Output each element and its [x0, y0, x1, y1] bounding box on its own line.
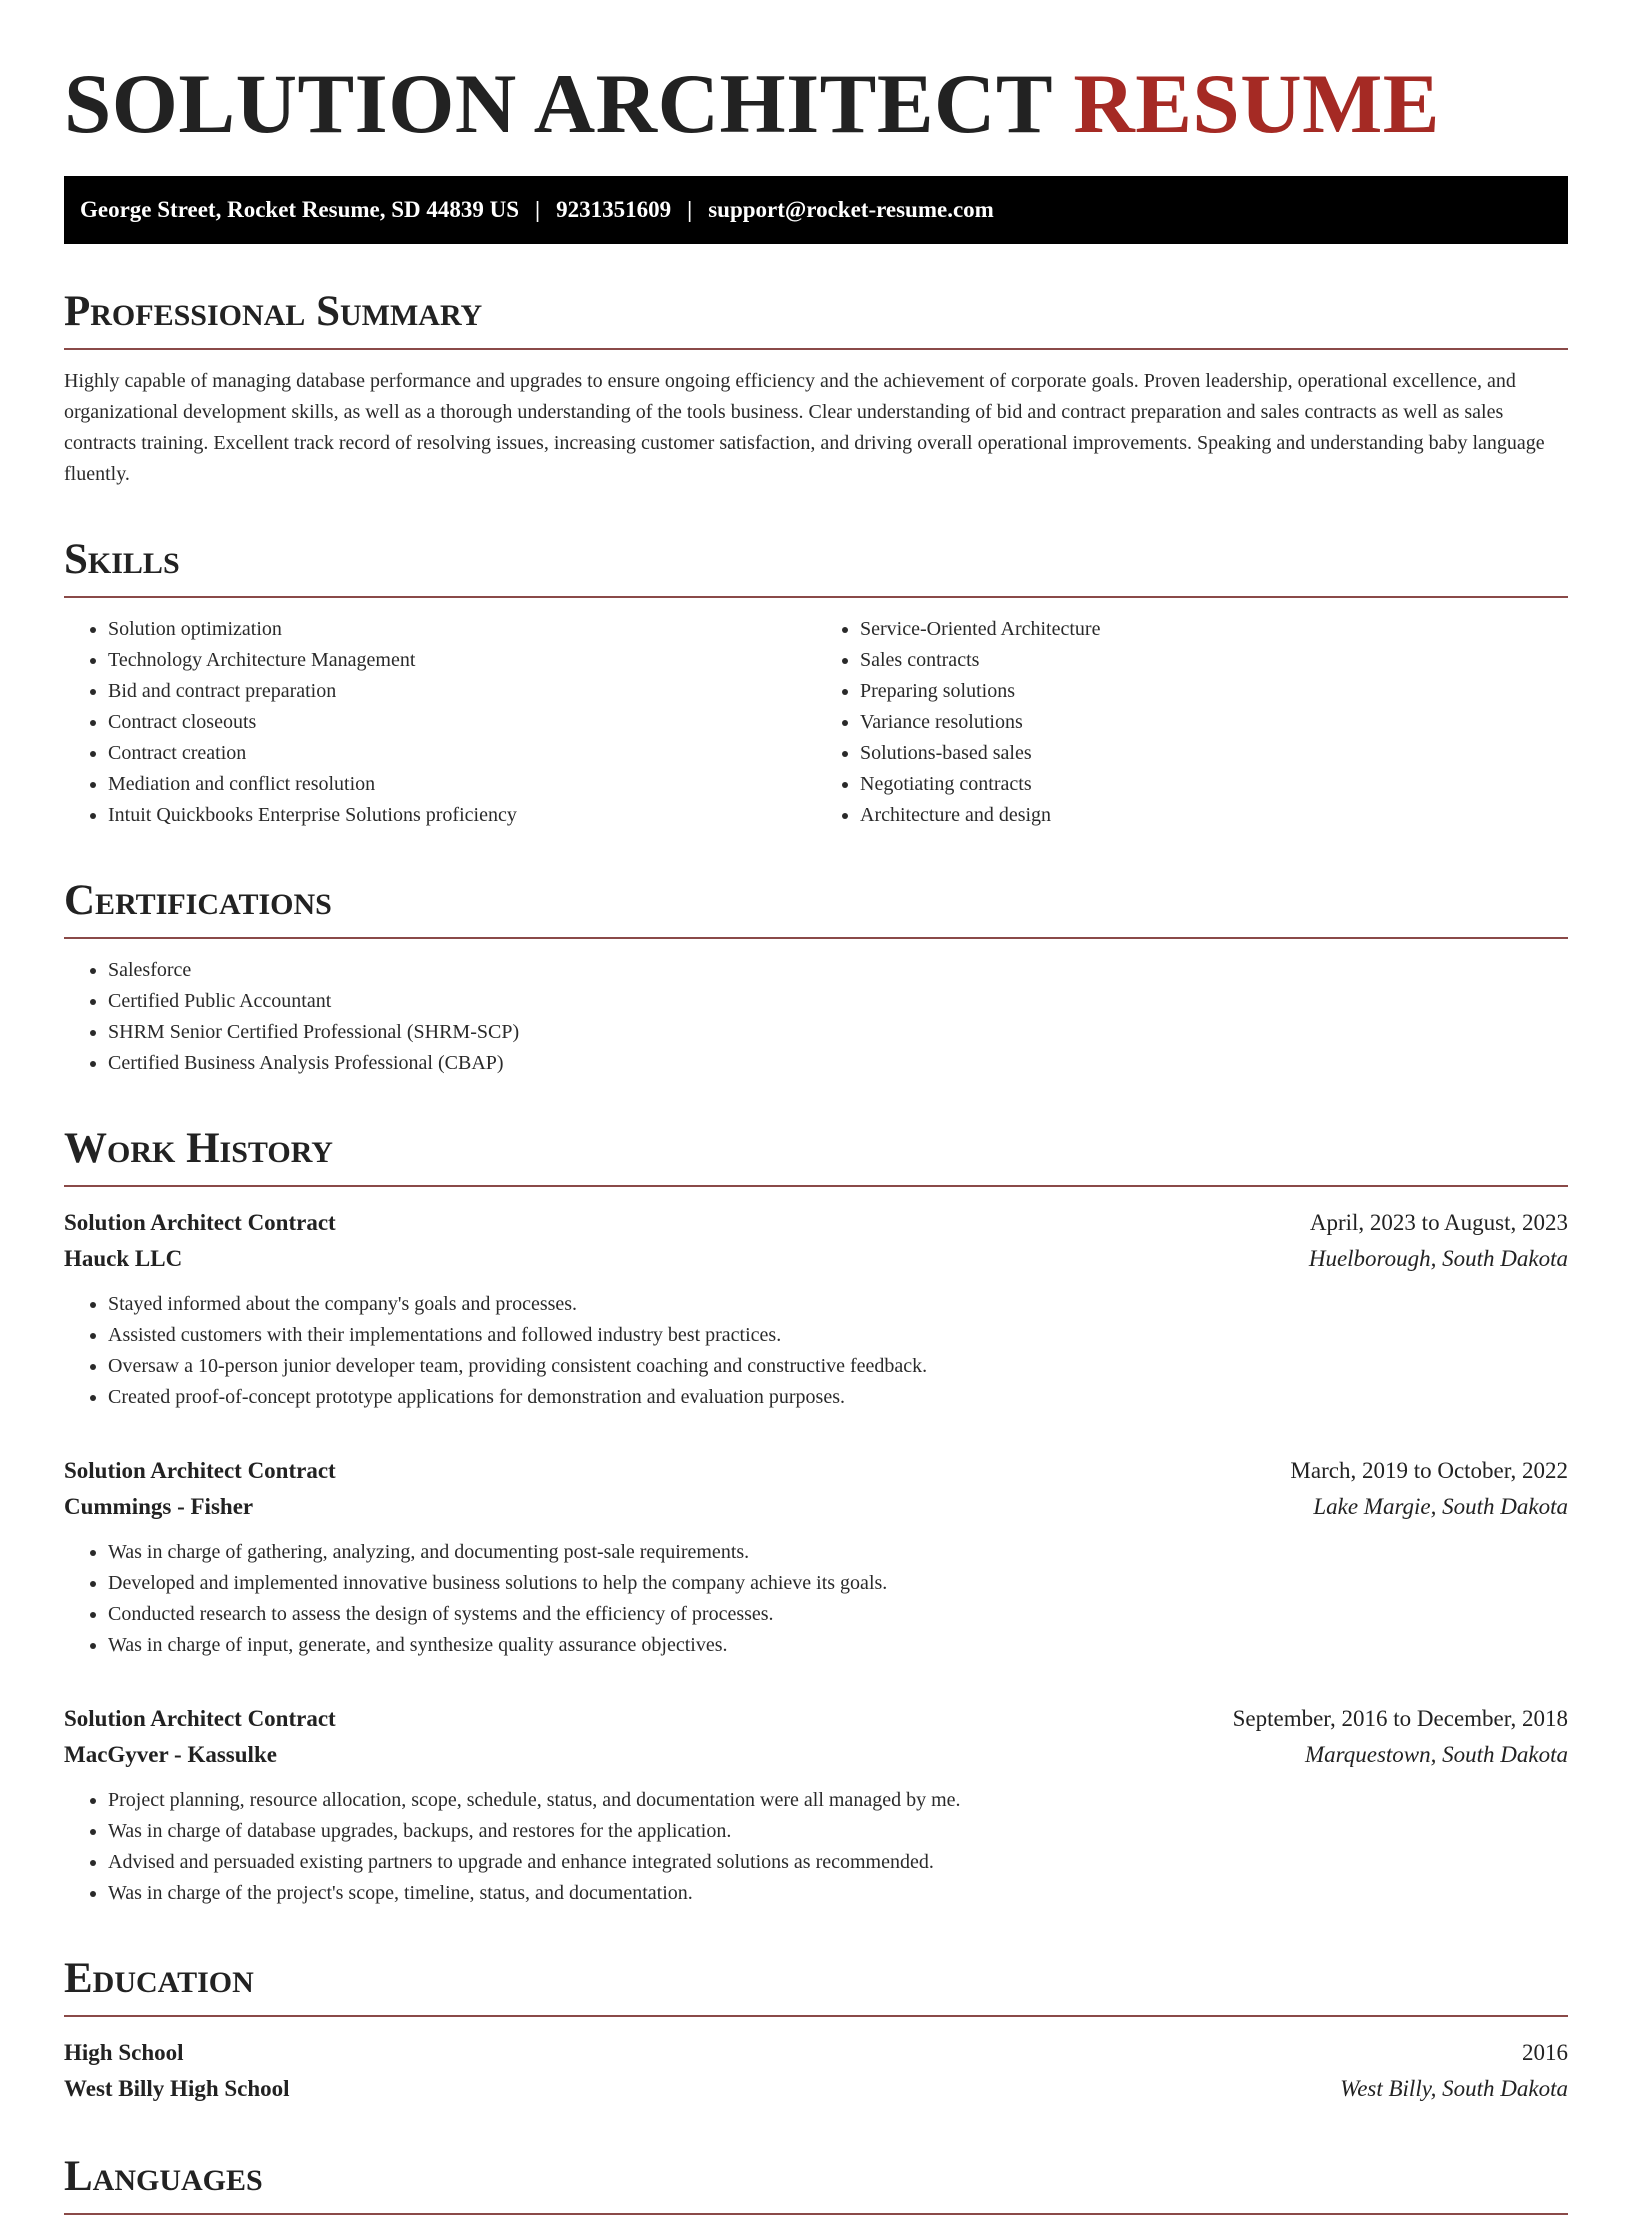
job-location: Huelborough, South Dakota [1308, 1246, 1568, 1271]
job-title: Solution Architect Contract [64, 1458, 336, 1483]
job-duties [64, 1537, 1568, 1661]
job-duty: • Conducted research to assess the design of systems and the efficiency of processes. [108, 1599, 1568, 1630]
skill-item: • Sales contracts [860, 645, 1568, 676]
certifications-list [64, 955, 1568, 1079]
certification-item: • Salesforce [108, 955, 1568, 986]
certifications-heading: Certifications [64, 875, 1568, 939]
job-company-row [64, 1241, 1568, 1277]
skill-item: • Contract closeouts [108, 707, 816, 738]
title-accent: RESUME [1073, 57, 1441, 151]
skill-item: • Variance resolutions [860, 707, 1568, 738]
skill-item: • Architecture and design [860, 800, 1568, 831]
languages-heading: Languages [64, 2151, 1568, 2215]
contact-separator: | [687, 197, 693, 222]
job-company: Hauck LLC [64, 1246, 183, 1271]
job-title-row [64, 1205, 1568, 1241]
resume-content [64, 54, 1568, 2215]
job-duty: • Created proof-of-concept prototype applications for demonstration and evaluation purposes. [108, 1382, 1568, 1413]
job-title-row [64, 1453, 1568, 1489]
contact-email: support@rocket-resume.com [708, 197, 994, 222]
skills-list-left [64, 614, 816, 831]
job-dates: April, 2023 to August, 2023 [1309, 1210, 1568, 1235]
education-heading: Education [64, 1953, 1568, 2017]
job-entry [64, 1205, 1568, 1413]
education-school: West Billy High School [64, 2076, 290, 2101]
certification-item: • SHRM Senior Certified Professional (SHRM-SCP) [108, 1017, 1568, 1048]
education-location: West Billy, South Dakota [1340, 2076, 1568, 2101]
skills-list-right [816, 614, 1568, 831]
job-duties [64, 1785, 1568, 1909]
job-entry [64, 1701, 1568, 1909]
job-title: Solution Architect Contract [64, 1706, 336, 1731]
education-year: 2016 [1522, 2040, 1568, 2065]
job-duty: • Assisted customers with their implementations and followed industry best practices. [108, 1320, 1568, 1351]
job-duties [64, 1289, 1568, 1413]
job-company: MacGyver - Kassulke [64, 1742, 277, 1767]
job-duty: • Was in charge of gathering, analyzing, and documenting post-sale requirements. [108, 1537, 1568, 1568]
education-degree-row [64, 2035, 1568, 2071]
job-title-row [64, 1701, 1568, 1737]
education-degree: High School [64, 2040, 184, 2065]
job-location: Marquestown, South Dakota [1305, 1742, 1568, 1767]
job-duty: • Stayed informed about the company's goals and processes. [108, 1289, 1568, 1320]
resume-title [64, 54, 1568, 154]
job-company-row [64, 1489, 1568, 1525]
job-dates: March, 2019 to October, 2022 [1290, 1458, 1568, 1483]
job-duty: • Project planning, resource allocation, scope, schedule, status, and documentation were all managed by me. [108, 1785, 1568, 1816]
job-duty: • Developed and implemented innovative business solutions to help the company achieve its goals. [108, 1568, 1568, 1599]
skill-item: • Intuit Quickbooks Enterprise Solutions proficiency [108, 800, 816, 831]
job-company: Cummings - Fisher [64, 1494, 254, 1519]
skill-item: • Preparing solutions [860, 676, 1568, 707]
job-duty: • Oversaw a 10-person junior developer team, providing consistent coaching and constructive feedback. [108, 1351, 1568, 1382]
skill-item: • Mediation and conflict resolution [108, 769, 816, 800]
skill-item: • Solutions-based sales [860, 738, 1568, 769]
contact-address: George Street, Rocket Resume, SD 44839 US [80, 197, 520, 222]
skill-item: • Negotiating contracts [860, 769, 1568, 800]
title-main: SOLUTION ARCHITECT [64, 57, 1052, 151]
summary-text: Highly capable of managing database performance and upgrades to ensure ongoing efficiency and the achievement of corporate goals. Proven leadership, operational excellence, and organizational development skills, as well as a thorough understanding of the tools business. Clear understanding of bid and contract preparation and sales contracts as well as sales contracts training. Excellent track record of resolving issues, increasing customer satisfaction, and driving overall operational improvements. Speaking and understanding baby language fluently. [64, 370, 1545, 485]
contact-phone: 9231351609 [556, 197, 672, 222]
job-duty: • Was in charge of the project's scope, timeline, status, and documentation. [108, 1878, 1568, 1909]
education-school-row [64, 2071, 1568, 2107]
job-title: Solution Architect Contract [64, 1210, 336, 1235]
skills-columns [64, 614, 1568, 831]
job-location: Lake Margie, South Dakota [1313, 1494, 1568, 1519]
skill-item: • Contract creation [108, 738, 816, 769]
job-duty: • Was in charge of input, generate, and synthesize quality assurance objectives. [108, 1630, 1568, 1661]
education-entry [64, 2035, 1568, 2107]
job-dates: September, 2016 to December, 2018 [1232, 1706, 1568, 1731]
skill-item: • Technology Architecture Management [108, 645, 816, 676]
work-history-heading: Work History [64, 1123, 1568, 1187]
certification-item: • Certified Public Accountant [108, 986, 1568, 1017]
contact-separator: | [535, 197, 541, 222]
skill-item: • Bid and contract preparation [108, 676, 816, 707]
summary-heading: Professional Summary [64, 286, 1568, 350]
job-duty: • Advised and persuaded existing partners to upgrade and enhance integrated solutions as recommended. [108, 1847, 1568, 1878]
skills-heading: Skills [64, 534, 1568, 598]
skill-item: • Service-Oriented Architecture [860, 614, 1568, 645]
skill-item: • Solution optimization [108, 614, 816, 645]
contact-bar [64, 176, 1568, 244]
job-entry [64, 1453, 1568, 1661]
job-duty: • Was in charge of database upgrades, backups, and restores for the application. [108, 1816, 1568, 1847]
certification-item: • Certified Business Analysis Professional (CBAP) [108, 1048, 1568, 1079]
job-company-row [64, 1737, 1568, 1773]
